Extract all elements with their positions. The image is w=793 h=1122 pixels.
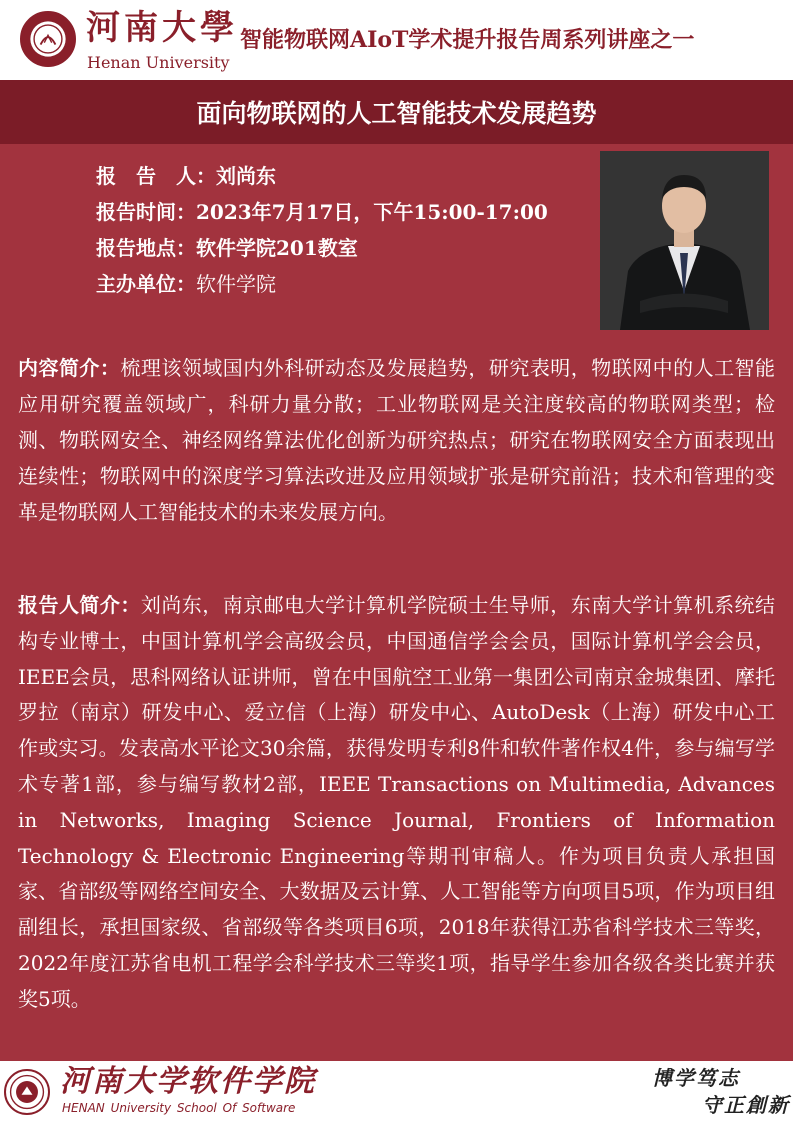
- speaker-photo: [600, 151, 769, 330]
- speaker-bio-label: 报告人简介：: [18, 593, 141, 617]
- organizer-label: 主办单位：: [96, 272, 196, 296]
- speaker-value: 刘尚东: [216, 164, 276, 188]
- university-name-cn: 河南大學: [86, 8, 238, 48]
- organizer-value: 软件学院: [196, 272, 276, 296]
- talk-info: [96, 158, 548, 302]
- location-label: 报告地点：: [96, 236, 196, 260]
- speaker-row: [96, 158, 548, 194]
- content-summary-text: 梳理该领域国内外科研动态及发展趋势，研究表明，物联网中的人工智能应用研究覆盖领域广，科研力量分散；工业物联网是关注度较高的物联网类型；检测、物联网安全、神经网络算法优化创新为研究热点；研究在物联网安全方面表现出连续性；物联网中的深度学习算法改进及应用领域扩张是研究前沿；技术和管理的变革是物联网人工智能技术的未来发展方向。: [18, 356, 776, 524]
- location-row: [96, 230, 548, 266]
- series-title: 智能物联网AIoT学术提升报告周系列讲座之一: [240, 27, 695, 53]
- time-label: 报告时间：: [96, 200, 196, 224]
- university-seal-icon: [20, 11, 76, 67]
- school-seal-icon: [4, 1069, 50, 1115]
- footer: [0, 1061, 793, 1122]
- motto-line-2: 守正創新: [702, 1093, 790, 1117]
- speaker-bio-text: 刘尚东，南京邮电大学计算机学院硕士生导师，东南大学计算机系统结构专业博士，中国计算机学会高级会员，中国通信学会会员，国际计算机学会会员，IEEE会员，思科网络认证讲师，曾在中国航空工业第一集团公司南京金城集团、摩托罗拉（南京）研发中心、爱立信（上海）研发中心、AutoDesk（上海）研发中心工作或实习。发表高水平论文30余篇，获得发明专利8件和软件著作权4件，参与编写学术专著1部，参与编写教材2部，IEEE Transactions on Multimedia, Advances in Networks, Imaging Science Journal, Frontiers of Information Technology & Electronic Engineering等期刊审稿人。作为项目负责人承担国家、省部级等网络空间安全、大数据及云计算、人工智能等方向项目5项，作为项目组副组长，承担国家级、省部级等各类项目6项，2018年获得江苏省科学技术三等奖，2022年度江苏省电机工程学会科学技术三等奖1项，指导学生参加各级各类比赛并获奖5项。: [18, 593, 776, 1011]
- time-row: [96, 194, 548, 230]
- speaker-label: 报 告 人：: [96, 164, 216, 188]
- motto-line-1: 博学笃志: [652, 1066, 740, 1090]
- university-name-en: Henan University: [87, 53, 230, 72]
- content-summary-label: 内容简介：: [18, 356, 121, 380]
- header: [0, 0, 793, 80]
- organizer-row: [96, 266, 548, 302]
- school-name-cn: 河南大学软件学院: [60, 1064, 316, 1099]
- speaker-bio: [18, 588, 775, 1018]
- school-name-en: HENAN University School Of Software: [62, 1101, 296, 1115]
- talk-title: 面向物联网的人工智能技术发展趋势: [196, 99, 597, 128]
- time-value: 2023年7月17日，下午15:00-17:00: [196, 200, 548, 224]
- title-bar: [0, 80, 793, 144]
- content-summary: [18, 350, 775, 530]
- location-value: 软件学院201教室: [196, 236, 358, 260]
